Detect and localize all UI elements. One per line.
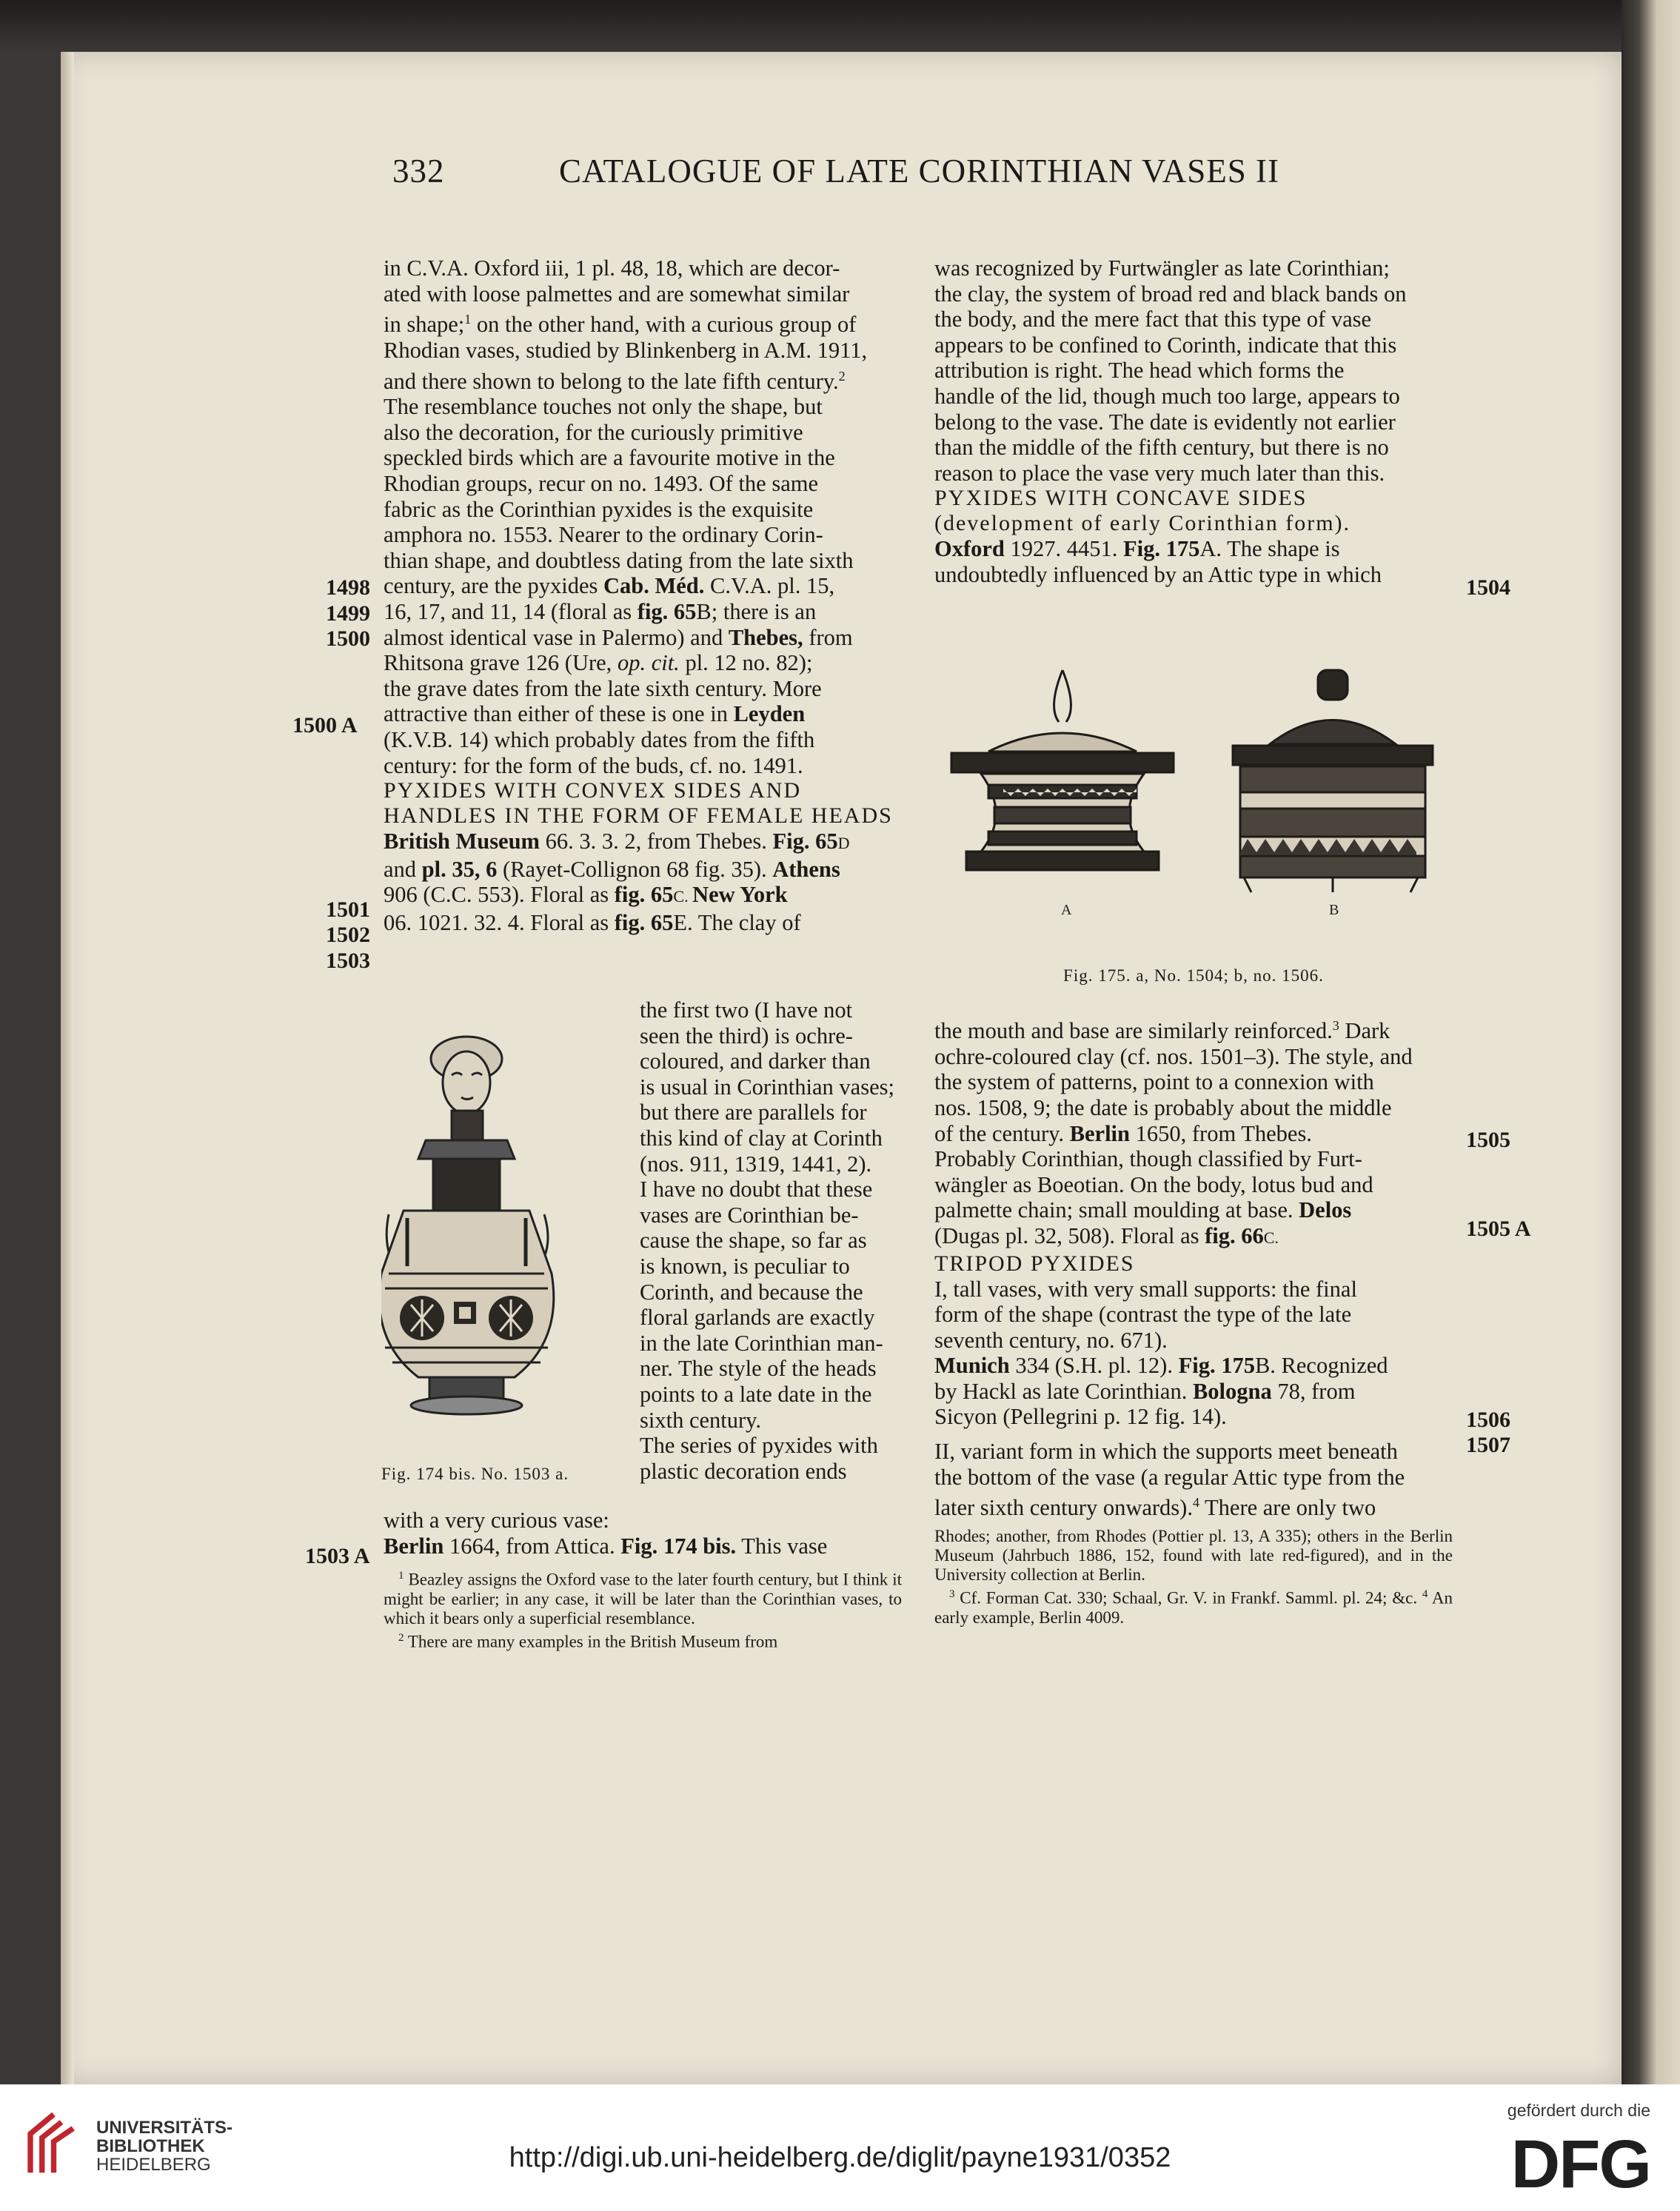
text-line: Munich 334 (S.H. pl. 12). Fig. 175B. Recognized bbox=[934, 1353, 1388, 1379]
text-line: century, are the pyxides Cab. Méd. C.V.A. pl. 15, bbox=[384, 573, 835, 599]
dfg-logo: DFG bbox=[1510, 2127, 1650, 2202]
text-line: Probably Corinthian, though classified by Furt- bbox=[934, 1146, 1362, 1172]
text-line: I, tall vases, with very small supports: the final bbox=[934, 1276, 1357, 1302]
text-line: in shape;$^1$ on the other hand, with a curious group of bbox=[384, 312, 857, 338]
text-line: The series of pyxides with bbox=[640, 1433, 878, 1459]
text-line: seventh century, no. 671). bbox=[934, 1327, 1168, 1353]
left-column bbox=[384, 255, 902, 936]
margin-number: 1501 bbox=[326, 897, 370, 922]
footnote-mark: 2 bbox=[838, 368, 846, 384]
text-line: amphora no. 1553. Nearer to the ordinary Corin- bbox=[384, 522, 823, 548]
text-line: points to a late date in the bbox=[640, 1381, 872, 1407]
text-line: 906 (C.C. 553). Floral as fig. 65C. New York bbox=[384, 882, 788, 908]
running-title: CATALOGUE OF LATE CORINTHIAN VASES II bbox=[559, 153, 1279, 190]
scan-page-edge-right bbox=[1622, 0, 1680, 2084]
footnote-continued: Rhodes; another, from Rhodes (Pottier pl. 13, A 335); others in the Berlin Museum (Jahrbuch 1886, 152, found with late red-figured), and in the University collection at Berlin. bbox=[934, 1527, 1453, 1584]
text-line: handle of the lid, though much too large, appears to bbox=[934, 383, 1400, 409]
figure-174-bis-vase bbox=[381, 1029, 633, 1466]
margin-number: 1502 bbox=[326, 923, 370, 947]
figure-175-pyxides bbox=[937, 663, 1455, 944]
footnote-1: $^1$ Beazley assigns the Oxford vase to the later fourth century, but I think it might be earlier; in any case, it will be later than the Corinthian vases, to which it bears only a superficial resemblance. bbox=[384, 1570, 903, 1628]
text-line: II, variant form in which the supports meet beneath bbox=[934, 1439, 1398, 1465]
text-line: almost identical vase in Palermo) and Thebes, from bbox=[384, 624, 853, 650]
text-line: also the decoration, for the curiously primitive bbox=[384, 419, 803, 445]
margin-number: 1505 A bbox=[1466, 1217, 1531, 1241]
text-line: the mouth and base are similarly reinforced.$^3$ Dark bbox=[934, 1018, 1390, 1044]
text-line: attribution is right. The head which forms the bbox=[934, 358, 1345, 384]
text-line: century: for the form of the buds, cf. no. 1491. bbox=[384, 752, 803, 778]
footnote-2: $^2$ There are many examples in the British Museum from bbox=[398, 1631, 778, 1651]
right-column-continued bbox=[934, 1013, 1453, 1628]
text-line: Rhodian groups, recur on no. 1493. Of the same bbox=[384, 471, 819, 497]
text-line: and pl. 35, 6 (Rayet-Collignon 68 fig. 35). Athens bbox=[384, 856, 840, 882]
text-line: ochre-coloured clay (cf. nos. 1501–3). The style, and bbox=[934, 1043, 1413, 1069]
footnote-mark: 1 bbox=[464, 312, 472, 327]
text-line: this kind of clay at Corinth bbox=[640, 1125, 883, 1151]
text-line: the bottom of the vase (a regular Attic type from the bbox=[934, 1464, 1405, 1490]
text-line: ated with loose palmettes and are somewhat similar bbox=[384, 281, 850, 307]
figure-175-label-a: A bbox=[1061, 902, 1072, 918]
section-heading: PYXIDES WITH CONCAVE SIDES (development of early Corinthian form). bbox=[934, 486, 1351, 536]
margin-number: 1500 A bbox=[292, 713, 358, 737]
text-line: British Museum 66. 3. 3. 2, from Thebes. Fig. 65D bbox=[384, 829, 850, 854]
text-line: speckled birds which are a favourite motive in the bbox=[384, 445, 835, 471]
text-line: vases are Corinthian be- bbox=[640, 1202, 859, 1228]
page-number: 332 bbox=[392, 153, 445, 190]
page-gutter-shadow bbox=[61, 52, 74, 2084]
text-line: form of the shape (contrast the type of the late bbox=[934, 1302, 1352, 1328]
text-line: The resemblance touches not only the shape, but bbox=[384, 394, 823, 420]
scan-background-top bbox=[0, 0, 1680, 52]
left-column-bottom bbox=[384, 1508, 902, 1652]
text-line: the body, and the mere fact that this type of vase bbox=[934, 307, 1372, 332]
margin-number: 1507 bbox=[1466, 1433, 1510, 1457]
text-line: and there shown to belong to the late fifth century.$^2$ bbox=[384, 368, 846, 394]
text-line: the grave dates from the late sixth century. More bbox=[384, 675, 822, 701]
text-line: undoubtedly influenced by an Attic type in which bbox=[934, 561, 1382, 587]
text-line: cause the shape, so far as bbox=[640, 1228, 867, 1254]
text-line: seen the third) is ochre- bbox=[640, 1023, 853, 1048]
text-line: (nos. 911, 1319, 1441, 2). bbox=[640, 1151, 872, 1177]
left-column-wrap bbox=[640, 997, 902, 1484]
text-line: belong to the vase. The date is evidently not earlier bbox=[934, 409, 1396, 435]
text-line: 16, 17, and 11, 14 (floral as fig. 65B; there is an bbox=[384, 599, 817, 625]
figure-174-caption: Fig. 174 bis. No. 1503 a. bbox=[381, 1465, 569, 1483]
text-line: 06. 1021. 32. 4. Floral as fig. 65E. The clay of bbox=[384, 909, 801, 935]
text-line: in C.V.A. Oxford iii, 1 pl. 48, 18, which are decor- bbox=[384, 255, 840, 281]
margin-number: 1498 bbox=[326, 575, 370, 600]
text-line: but there are parallels for bbox=[640, 1100, 867, 1125]
text-line: later sixth century onwards).$^4$ There are only two bbox=[934, 1495, 1376, 1521]
text-line: Sicyon (Pellegrini p. 12 fig. 14). bbox=[934, 1404, 1227, 1430]
margin-number: 1503 bbox=[326, 949, 370, 973]
text-line: I have no doubt that these bbox=[640, 1177, 873, 1202]
text-line: Corinth, and because the bbox=[640, 1279, 863, 1305]
text-line: is usual in Corinthian vases; bbox=[640, 1074, 894, 1100]
text-line: (Dugas pl. 32, 508). Floral as fig. 66C. bbox=[934, 1222, 1279, 1248]
margin-number: 1504 bbox=[1466, 575, 1510, 600]
text-line: the clay, the system of broad red and black bands on bbox=[934, 281, 1407, 307]
text-line: reason to place the vase very much later than this. bbox=[934, 460, 1385, 486]
text-line: than the middle of the fifth century, but there is no bbox=[934, 435, 1389, 461]
text-line: appears to be confined to Corinth, indicate that this bbox=[934, 332, 1397, 358]
digitization-footer bbox=[0, 2084, 1680, 2211]
text-line: sixth century. bbox=[640, 1407, 762, 1433]
funding-note: gefördert durch die bbox=[1507, 2101, 1650, 2120]
text-line: attractive than either of these is one in Leyden bbox=[384, 701, 806, 727]
text-line: Berlin 1664, from Attica. Fig. 174 bis. This vase bbox=[384, 1533, 828, 1559]
text-line: wängler as Boeotian. On the body, lotus bud and bbox=[934, 1171, 1373, 1197]
text-line: was recognized by Furtwängler as late Corinthian; bbox=[934, 255, 1390, 281]
text-line: palmette chain; small moulding at base. Delos bbox=[934, 1197, 1352, 1223]
margin-number: 1503 A bbox=[305, 1544, 370, 1568]
university-library-name: UNIVERSITÄTS- BIBLIOTHEK HEIDELBERG bbox=[96, 2118, 233, 2175]
text-line: fabric as the Corinthian pyxides is the exquisite bbox=[384, 496, 814, 522]
text-line: ner. The style of the heads bbox=[640, 1356, 877, 1382]
text-line: Rhitsona grave 126 (Ure, op. cit. pl. 12 no. 82); bbox=[384, 650, 813, 676]
margin-number: 1505 bbox=[1466, 1128, 1510, 1152]
text-line: is known, is peculiar to bbox=[640, 1253, 850, 1279]
section-heading: TRIPOD PYXIDES bbox=[934, 1251, 1135, 1276]
text-line: by Hackl as late Corinthian. Bologna 78, from bbox=[934, 1378, 1356, 1404]
margin-number: 1506 bbox=[1466, 1408, 1510, 1432]
figure-175-label-b: B bbox=[1329, 902, 1339, 918]
text-line: plastic decoration ends bbox=[640, 1458, 847, 1484]
text-line: (K.V.B. 14) which probably dates from the fifth bbox=[384, 727, 815, 752]
text-line: coloured, and darker than bbox=[640, 1048, 871, 1074]
permalink-url[interactable]: http://digi.ub.uni-heidelberg.de/diglit/payne1931/0352 bbox=[509, 2142, 1171, 2173]
footnote-3: $^3$ Cf. Forman Cat. 330; Schaal, Gr. V. in Frankf. Samml. pl. 24; &c. $^4$ An early example, Berlin 4009. bbox=[934, 1588, 1453, 1627]
text-line: nos. 1508, 9; the date is probably about the middle bbox=[934, 1094, 1392, 1120]
text-line: the first two (I have not bbox=[640, 997, 853, 1023]
text-line: the system of patterns, point to a connexion with bbox=[934, 1069, 1374, 1095]
text-line: Rhodian vases, studied by Blinkenberg in A.M. 1911, bbox=[384, 337, 868, 363]
margin-number: 1499 bbox=[326, 601, 370, 626]
text-line: in the late Corinthian man- bbox=[640, 1330, 883, 1356]
text-line: of the century. Berlin 1650, from Thebes. bbox=[934, 1120, 1312, 1146]
right-column bbox=[934, 255, 1453, 588]
section-heading: PYXIDES WITH CONVEX SIDES AND HANDLES IN THE FORM OF FEMALE HEADS bbox=[384, 778, 893, 829]
text-line: thian shape, and doubtless dating from the late sixth bbox=[384, 547, 854, 573]
text-line: floral garlands are exactly bbox=[640, 1305, 875, 1331]
margin-number: 1500 bbox=[326, 626, 370, 651]
figure-175-caption: Fig. 175. a, No. 1504; b, no. 1506. bbox=[1063, 966, 1324, 985]
text-line: Oxford 1927. 4451. Fig. 175A. The shape is bbox=[934, 536, 1340, 562]
text-line: with a very curious vase: bbox=[384, 1508, 609, 1533]
